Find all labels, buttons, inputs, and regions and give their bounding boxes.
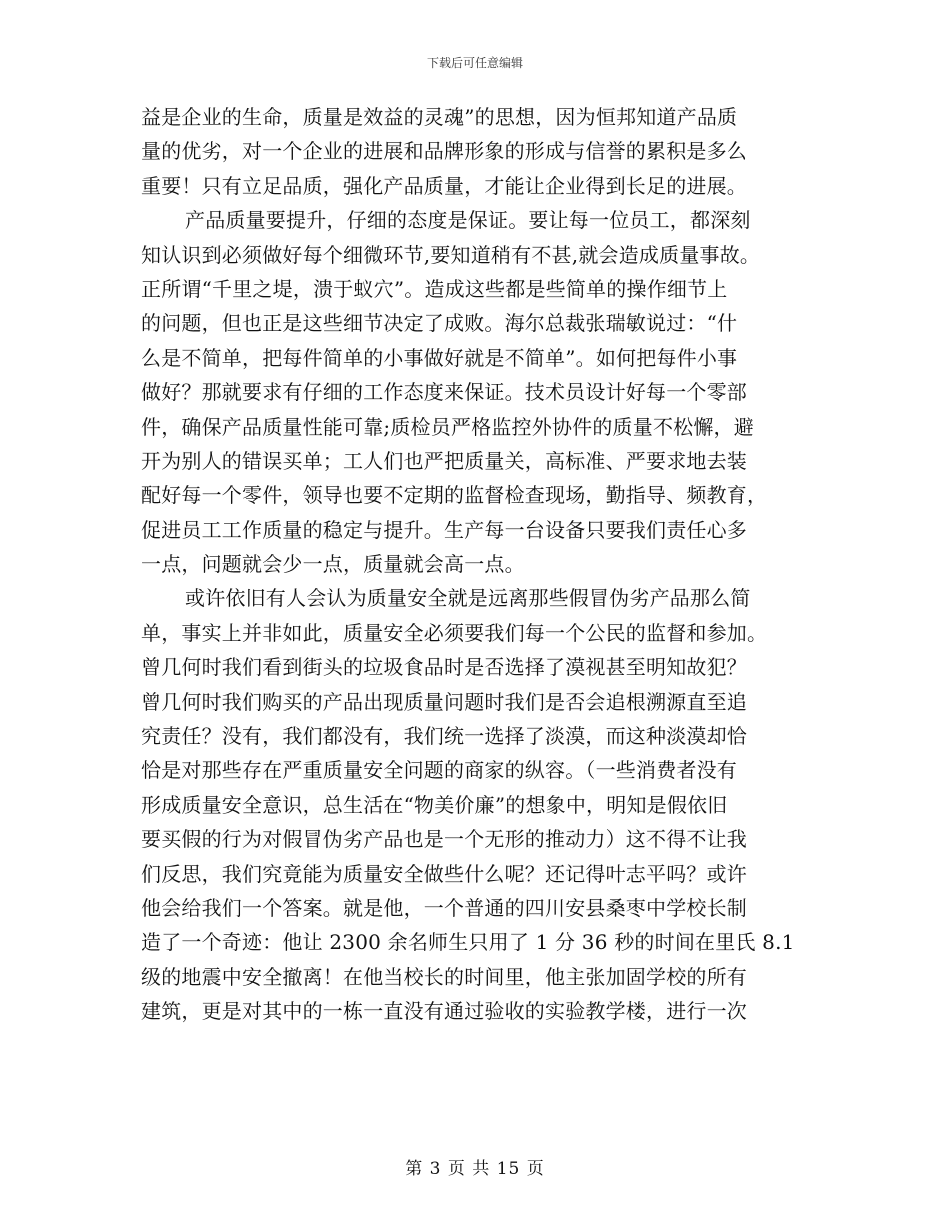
text-line: 曾几何时我们购买的产品出现质量问题时我们是否会追根溯源直至追 [141,689,747,714]
text-line: 么是不简单，把每件简单的小事做好就是不简单”。如何把每件小事 [141,345,738,370]
text-line: 开为别人的错误买单；工人们也严把质量关，高标准、严要求地去装 [141,448,747,473]
text-line: 一点，问题就会少一点，质量就会高一点。 [141,552,525,577]
text-line: 形成质量安全意识，总生活在“物美价廉”的想象中，明知是假依旧 [141,792,728,817]
text-line: 级的地震中安全撤离！在他当校长的时间里，他主张加固学校的所有 [141,964,747,989]
text-line: 要买假的行为对假冒伪劣产品也是一个无形的推动力）这不得不让我 [141,827,747,852]
text-line: 件，确保产品质量性能可靠;质检员严格监控外协件的质量不松懈，避 [141,414,754,439]
text-line: 他会给我们一个答案。就是他，一个普通的四川安县桑枣中学校长制 [141,895,747,920]
text-line: 做好？那就要求有仔细的工作态度来保证。技术员设计好每一个零部 [141,380,747,405]
text-line: 建筑，更是对其中的一栋一直没有通过验收的实验教学楼，进行一次 [141,999,747,1024]
text-line: 益是企业的生命，质量是效益的灵魂”的思想，因为恒邦知道产品质 [141,105,738,129]
text-line: 促进员工工作质量的稳定与提升。生产每一台设备只要我们责任心多 [141,517,747,542]
text-line: 配好每一个零件，领导也要不定期的监督检查现场，勤指导、频教育， [141,483,768,508]
text-line: 曾几何时我们看到街头的垃圾食品时是否选择了漠视甚至明知故犯？ [141,655,747,680]
text-line: 恰是对那些存在严重质量安全问题的商家的纵容。（一些消费者没有 [141,758,737,783]
text-line: 的问题，但也正是这些细节决定了成败。海尔总裁张瑞敏说过：“什 [141,311,738,336]
text-line: 知认识到必须做好每个细微环节,要知道稍有不甚,就会造成质量事故。 [141,242,761,267]
body-text [141,100,807,1029]
text-line: 产品质量要提升，仔细的态度是保证。要让每一位员工，都深刻 [185,208,751,233]
text-line: 造了一个奇迹：他让 2300 余名师生只用了 1 分 36 秒的时间在里氏 8.1 [141,930,795,955]
text-line: 究责任？没有，我们都没有，我们统一选择了淡漠，而这种淡漠却恰 [141,724,747,749]
text-line: 重要！只有立足品质，强化产品质量，才能让企业得到长足的进展。 [141,173,747,198]
text-line: 们反思，我们究竟能为质量安全做些什么呢？还记得叶志平吗？或许 [141,861,747,886]
text-line: 量的优劣，对一个企业的进展和品牌形象的形成与信誉的累积是多么 [141,139,747,164]
page-number: 第 3 页 共 15 页 [405,1159,545,1179]
page-header: 下载后可任意编辑 [426,56,523,70]
text-line: 或许依旧有人会认为质量安全就是远离那些假冒伪劣产品那么简 [185,586,751,611]
text-line: 单，事实上并非如此，质量安全必须要我们每一个公民的监督和参加。 [141,620,768,645]
text-line: 正所谓“千里之堤，溃于蚁穴”。造成这些都是些简单的操作细节上 [141,276,728,301]
